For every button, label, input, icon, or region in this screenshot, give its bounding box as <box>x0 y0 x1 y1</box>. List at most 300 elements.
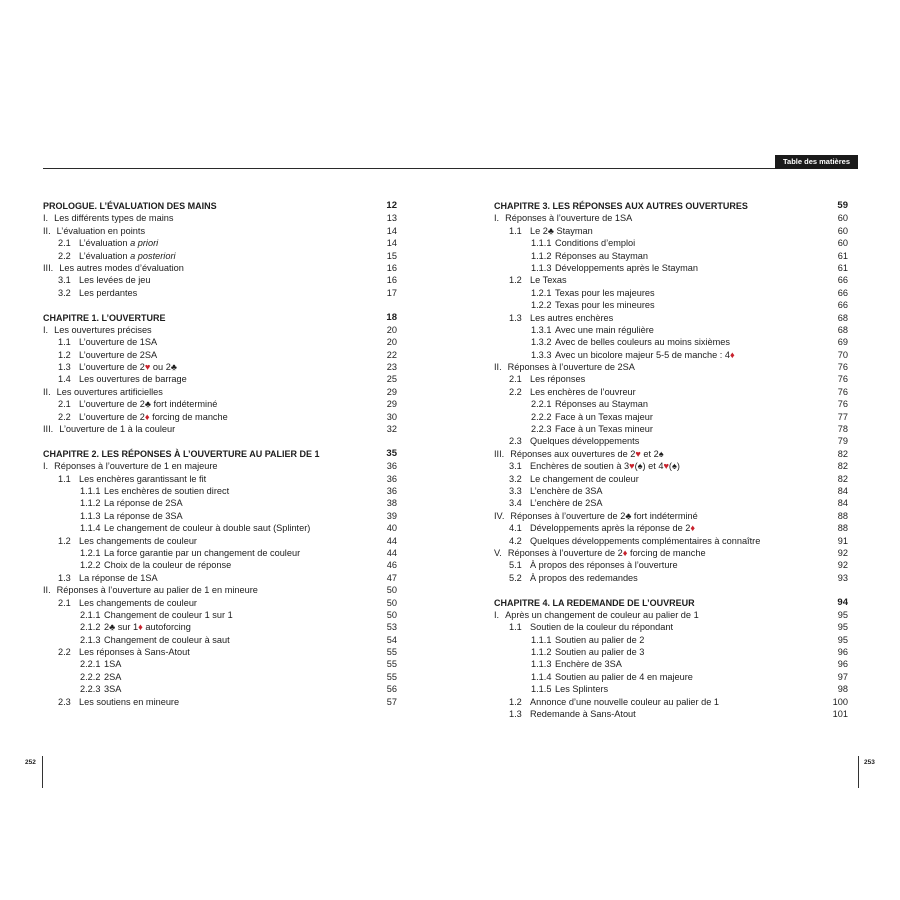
toc-entry-title <box>58 597 197 609</box>
section-title: Réponses au Stayman <box>555 250 648 261</box>
toc-page-number: 40 <box>386 523 397 534</box>
toc-page-number: 66 <box>837 275 848 286</box>
section-number: 2.1 <box>58 238 71 249</box>
section-title: Réponses aux ouvertures de 2 <box>510 448 636 459</box>
toc-page-number: 76 <box>837 399 848 410</box>
toc-page-number: 25 <box>386 374 397 385</box>
section-number: 1.1 <box>58 473 71 484</box>
toc-page-number: 82 <box>837 473 848 484</box>
toc-page-number: 20 <box>386 337 397 348</box>
toc-page-number: 57 <box>386 696 397 707</box>
toc-entry-title <box>509 386 636 398</box>
card-suit-icon: ♦ <box>622 547 628 558</box>
toc-entry[interactable] <box>494 225 848 237</box>
section-number: 2.2.3 <box>80 684 101 695</box>
toc-entry[interactable] <box>43 572 397 584</box>
toc-page-number: 78 <box>837 424 848 435</box>
toc-entry[interactable] <box>494 435 848 447</box>
toc-entry-title <box>494 448 664 460</box>
section-number: 1.1 <box>509 225 522 236</box>
toc-page-number: 100 <box>832 696 848 707</box>
toc-page-number: 13 <box>386 213 397 224</box>
toc-entry-title <box>509 696 719 708</box>
toc-spacer <box>494 584 848 596</box>
toc-page-number: 95 <box>837 622 848 633</box>
toc-entry-title <box>80 497 183 509</box>
toc-entry-title <box>509 473 639 485</box>
toc-entry-title <box>509 535 760 547</box>
toc-entry[interactable] <box>494 287 848 299</box>
toc-entry-title <box>509 485 603 497</box>
toc-entry[interactable] <box>494 547 848 559</box>
toc-entry[interactable] <box>494 522 848 534</box>
section-title: Face à un Texas mineur <box>555 424 653 435</box>
toc-page-number: 76 <box>837 386 848 397</box>
toc-spacer <box>43 435 397 447</box>
toc-entry-title <box>58 336 157 348</box>
toc-entry-title <box>531 683 608 695</box>
toc-entry-title <box>43 584 258 596</box>
section-title: Les ouvertures artificielles <box>56 386 163 397</box>
toc-entry[interactable] <box>494 361 848 373</box>
toc-entry[interactable] <box>43 262 397 274</box>
section-number: 1.2.1 <box>80 547 101 558</box>
section-title-italic: a priori <box>130 238 159 249</box>
toc-page-number: 68 <box>837 312 848 323</box>
toc-entry[interactable] <box>494 671 848 683</box>
toc-page-number: 50 <box>386 585 397 596</box>
toc-entry[interactable] <box>494 349 848 361</box>
toc-entry-title <box>531 336 730 348</box>
toc-entry-title <box>80 485 229 497</box>
toc-entry-title <box>43 262 184 274</box>
toc-entry-title <box>43 312 166 324</box>
chapter-title: CHAPITRE 1. L’OUVERTURE <box>43 312 166 323</box>
toc-entry-title <box>531 287 655 299</box>
section-number: 1.3.2 <box>531 337 552 348</box>
toc-entry[interactable] <box>43 683 397 695</box>
section-number: 2.2.2 <box>80 671 101 682</box>
toc-entry-title <box>509 708 636 720</box>
section-title: Changement de couleur 1 sur 1 <box>104 609 233 620</box>
toc-entry-title <box>494 597 695 609</box>
section-title: Le changement de couleur <box>530 473 639 484</box>
toc-page-number: 50 <box>386 597 397 608</box>
toc-entry[interactable] <box>494 448 848 460</box>
toc-entry[interactable] <box>43 212 397 224</box>
toc-entry-title <box>494 361 635 373</box>
toc-page-number: 76 <box>837 374 848 385</box>
toc-entry[interactable] <box>43 621 397 633</box>
toc-chapter-heading[interactable] <box>43 448 397 460</box>
section-number: 1.1.5 <box>531 684 552 695</box>
toc-entry-title <box>58 287 137 299</box>
section-number: 2.1 <box>509 374 522 385</box>
section-number: III. <box>43 262 54 273</box>
section-title: Enchères de soutien à 3 <box>530 461 630 472</box>
toc-entry-title <box>58 646 190 658</box>
toc-entry[interactable] <box>494 262 848 274</box>
section-title: La réponse de 3SA <box>104 510 183 521</box>
section-title: Avec un bicolore majeur 5-5 de manche : 4 <box>555 349 731 360</box>
toc-entry[interactable] <box>494 510 848 522</box>
section-title: Le changement de couleur à double saut (Splinter) <box>104 523 311 534</box>
section-title: Les changements de couleur <box>79 535 197 546</box>
section-number: 1.1 <box>58 337 71 348</box>
section-title: Redemande à Sans-Atout <box>530 709 636 720</box>
section-title: 1SA <box>104 659 122 670</box>
toc-entry-title <box>80 671 121 683</box>
toc-page-number: 66 <box>837 300 848 311</box>
section-number: 3.2 <box>58 287 71 298</box>
toc-entry[interactable] <box>43 510 397 522</box>
toc-entry[interactable] <box>494 634 848 646</box>
toc-entry[interactable] <box>494 609 848 621</box>
toc-entry[interactable] <box>494 299 848 311</box>
toc-page-number: 12 <box>386 200 397 211</box>
section-title: Les enchères garantissant le fit <box>79 473 207 484</box>
section-title: Les perdantes <box>79 287 138 298</box>
section-title: L’ouverture de 1 à la couleur <box>59 424 176 435</box>
section-number: 1.1.2 <box>531 647 552 658</box>
toc-entry-title <box>509 460 680 472</box>
section-number: 1.1.2 <box>531 250 552 261</box>
section-number: 3.1 <box>58 275 71 286</box>
section-number: 1.3 <box>58 572 71 583</box>
toc-entry-title <box>531 250 648 262</box>
toc-entry[interactable] <box>43 423 397 435</box>
toc-page-number: 55 <box>386 647 397 658</box>
toc-entry[interactable] <box>43 287 397 299</box>
section-number: 2.3 <box>509 436 522 447</box>
section-number: 3.4 <box>509 498 522 509</box>
card-suit-icon: ♣ <box>144 399 151 410</box>
section-title: Conditions d’emploi <box>555 238 636 249</box>
toc-entry[interactable] <box>494 423 848 435</box>
toc-page-number: 30 <box>386 411 397 422</box>
section-title: Les réponses à Sans-Atout <box>79 647 190 658</box>
toc-entry-title <box>58 361 177 373</box>
toc-page-number: 88 <box>837 523 848 534</box>
section-title: Développements après la réponse de 2 <box>530 523 691 534</box>
section-title: Texas pour les majeures <box>555 287 655 298</box>
toc-page-number: 76 <box>837 362 848 373</box>
toc-entry-title <box>509 522 695 534</box>
section-title: 3SA <box>104 684 122 695</box>
toc-entry[interactable] <box>43 225 397 237</box>
toc-entry[interactable] <box>494 658 848 670</box>
toc-entry[interactable] <box>494 312 848 324</box>
section-title: Après un changement de couleur au palier de 1 <box>505 609 699 620</box>
toc-page-number: 16 <box>386 262 397 273</box>
toc-entry[interactable] <box>494 460 848 472</box>
toc-entry[interactable] <box>43 646 397 658</box>
toc-entry[interactable] <box>43 274 397 286</box>
toc-entry-title <box>58 349 157 361</box>
toc-entry[interactable] <box>494 683 848 695</box>
toc-entry[interactable] <box>494 212 848 224</box>
toc-entry[interactable] <box>494 324 848 336</box>
section-number: V. <box>494 547 502 558</box>
section-number: 2.2 <box>509 386 522 397</box>
toc-entry-title <box>58 535 197 547</box>
section-title-cont: fort indéterminé <box>150 399 218 410</box>
section-title: Les enchères de soutien direct <box>104 485 230 496</box>
toc-page-number: 96 <box>837 659 848 670</box>
toc-entry[interactable] <box>43 696 397 708</box>
toc-entry[interactable] <box>43 584 397 596</box>
card-suit-icon: ♣ <box>547 225 554 236</box>
toc-entry[interactable] <box>43 386 397 398</box>
toc-entry[interactable] <box>43 671 397 683</box>
section-title: Le 2 <box>530 225 548 236</box>
toc-page-number: 96 <box>837 647 848 658</box>
toc-entry-title <box>58 473 206 485</box>
section-number: 1.1.1 <box>531 634 552 645</box>
section-title: La force garantie par un changement de couleur <box>104 547 301 558</box>
toc-entry[interactable] <box>494 250 848 262</box>
toc-page-number: 44 <box>386 547 397 558</box>
toc-entry-title <box>531 262 698 274</box>
toc-entry-title <box>531 398 648 410</box>
page-number-left: 252 <box>25 759 36 766</box>
toc-entry[interactable] <box>494 708 848 720</box>
toc-entry-title <box>80 621 191 633</box>
toc-entry[interactable] <box>43 485 397 497</box>
page-number-divider-right <box>858 756 859 788</box>
toc-page-number: 93 <box>837 572 848 583</box>
toc-page-number: 55 <box>386 671 397 682</box>
toc-entry[interactable] <box>43 324 397 336</box>
toc-page-number: 92 <box>837 547 848 558</box>
toc-entry[interactable] <box>43 361 397 373</box>
section-number: 2.1.1 <box>80 609 101 620</box>
toc-entry-title <box>58 237 158 249</box>
toc-entry[interactable] <box>494 572 848 584</box>
section-number: 3.2 <box>509 473 522 484</box>
section-title: La réponse de 2SA <box>104 498 183 509</box>
toc-entry-title <box>531 423 653 435</box>
section-number: 2.2.1 <box>80 659 101 670</box>
toc-entry[interactable] <box>494 621 848 633</box>
toc-entry-title <box>509 274 567 286</box>
section-title: Face à un Texas majeur <box>555 411 653 422</box>
card-suit-icon: ♥ <box>635 448 641 459</box>
toc-page-number: 44 <box>386 535 397 546</box>
toc-entry[interactable] <box>43 497 397 509</box>
toc-entry-title <box>509 621 673 633</box>
section-number: 1.1.2 <box>80 498 101 509</box>
toc-entry-title <box>509 225 593 237</box>
section-number: 3.3 <box>509 485 522 496</box>
section-number: II. <box>43 585 51 596</box>
toc-entry-title <box>58 696 179 708</box>
chapter-title: CHAPITRE 2. LES RÉPONSES À L’OUVERTURE AU PALIER DE 1 <box>43 448 320 459</box>
section-title-cont: et 2 <box>640 448 659 459</box>
toc-page-number: 82 <box>837 461 848 472</box>
section-number: 1.2.1 <box>531 287 552 298</box>
section-title: Les autres modes d’évaluation <box>59 262 184 273</box>
toc-page-number: 50 <box>386 609 397 620</box>
section-title: Les ouvertures de barrage <box>79 374 187 385</box>
toc-entry-title <box>509 312 613 324</box>
section-number: I. <box>43 213 49 224</box>
toc-entry[interactable] <box>43 634 397 646</box>
toc-page-number: 60 <box>837 213 848 224</box>
toc-entry[interactable] <box>43 535 397 547</box>
toc-entry[interactable] <box>43 609 397 621</box>
section-title: L’ouverture de 1SA <box>79 337 158 348</box>
section-title: Les levées de jeu <box>79 275 151 286</box>
toc-entry-title <box>531 646 644 658</box>
toc-entry[interactable] <box>43 250 397 262</box>
toc-entry[interactable] <box>494 696 848 708</box>
toc-entry[interactable] <box>494 411 848 423</box>
section-number: 1.1.3 <box>531 659 552 670</box>
section-number: 1.2.2 <box>531 300 552 311</box>
toc-entry-title <box>43 460 218 472</box>
toc-entry[interactable] <box>494 386 848 398</box>
toc-chapter-heading[interactable] <box>494 200 848 212</box>
toc-entry-title <box>43 324 152 336</box>
toc-page-number: 61 <box>837 262 848 273</box>
section-title: L’ouverture de 2SA <box>79 349 158 360</box>
section-title: Les soutiens en mineure <box>79 696 180 707</box>
toc-page-number: 36 <box>386 473 397 484</box>
toc-page-number: 38 <box>386 498 397 509</box>
toc-page-number: 36 <box>386 461 397 472</box>
section-title: Réponses à l’ouverture de 1 en majeure <box>54 461 218 472</box>
section-title-cont: forcing de manche <box>627 547 706 558</box>
toc-chapter-heading[interactable] <box>494 597 848 609</box>
toc-entry[interactable] <box>43 559 397 571</box>
toc-entry-title <box>43 225 145 237</box>
section-title: Réponses à l’ouverture au palier de 1 en mineure <box>56 585 258 596</box>
section-tag: Table des matières <box>775 155 858 169</box>
section-number: 5.1 <box>509 560 522 571</box>
section-title: Choix de la couleur de réponse <box>104 560 232 571</box>
toc-page-number: 68 <box>837 324 848 335</box>
section-title: 2 <box>104 622 110 633</box>
toc-entry[interactable] <box>494 473 848 485</box>
toc-entry-title <box>531 299 655 311</box>
section-title: Réponses au Stayman <box>555 399 648 410</box>
toc-entry[interactable] <box>43 597 397 609</box>
toc-entry[interactable] <box>43 473 397 485</box>
toc-entry[interactable] <box>43 522 397 534</box>
toc-entry-title <box>531 324 654 336</box>
section-title: Enchère de 3SA <box>555 659 622 670</box>
toc-entry-title <box>43 386 163 398</box>
section-title: La réponse de 1SA <box>79 572 158 583</box>
toc-entry[interactable] <box>43 336 397 348</box>
toc-entry[interactable] <box>43 373 397 385</box>
section-title-italic: a posteriori <box>130 250 176 261</box>
toc-entry[interactable] <box>43 349 397 361</box>
section-number: 2.1 <box>58 399 71 410</box>
toc-page-number: 53 <box>386 622 397 633</box>
toc-entry-title <box>80 547 300 559</box>
section-title: Les changements de couleur <box>79 597 197 608</box>
toc-entry-title <box>531 634 644 646</box>
toc-entry-title <box>58 411 228 423</box>
header-rule <box>43 168 858 169</box>
toc-spacer <box>43 299 397 311</box>
toc-entry[interactable] <box>494 497 848 509</box>
toc-entry[interactable] <box>43 460 397 472</box>
toc-entry[interactable] <box>494 274 848 286</box>
toc-chapter-heading[interactable] <box>43 200 397 212</box>
section-title: L’évaluation <box>79 250 131 261</box>
toc-page-number: 79 <box>837 436 848 447</box>
toc-entry[interactable] <box>494 398 848 410</box>
toc-entry-title <box>80 510 183 522</box>
section-title-cont: ou 2 <box>150 362 171 373</box>
section-title-cont: autoforcing <box>142 622 191 633</box>
toc-page-number: 22 <box>386 349 397 360</box>
section-number: 1.1.3 <box>531 262 552 273</box>
toc-page-number: 101 <box>832 709 848 720</box>
section-title: Soutien au palier de 2 <box>555 634 645 645</box>
section-number: 2.2 <box>58 250 71 261</box>
section-number: 1.2 <box>58 535 71 546</box>
toc-page-number: 91 <box>837 535 848 546</box>
section-number: 2.1.3 <box>80 634 101 645</box>
toc-page-number: 39 <box>386 510 397 521</box>
toc-chapter-heading[interactable] <box>43 312 397 324</box>
toc-page-number: 29 <box>386 386 397 397</box>
chapter-title: CHAPITRE 3. LES RÉPONSES AUX AUTRES OUVERTURES <box>494 201 748 211</box>
toc-entry[interactable] <box>43 411 397 423</box>
toc-page-number: 88 <box>837 510 848 521</box>
section-title-cont: Stayman <box>553 225 593 236</box>
toc-entry[interactable] <box>494 237 848 249</box>
toc-right-page <box>494 200 848 720</box>
section-number: III. <box>43 424 54 435</box>
section-title: Soutien au palier de 4 en majeure <box>555 671 693 682</box>
toc-page-number: 84 <box>837 498 848 509</box>
toc-entry[interactable] <box>494 336 848 348</box>
toc-page-number: 59 <box>837 200 848 211</box>
section-title: Les ouvertures précises <box>54 324 152 335</box>
section-title: L’ouverture de 2 <box>79 362 145 373</box>
toc-entry[interactable] <box>43 658 397 670</box>
toc-entry[interactable] <box>43 398 397 410</box>
toc-page-number: 92 <box>837 560 848 571</box>
toc-entry-title <box>43 200 217 212</box>
section-number: 1.3.3 <box>531 349 552 360</box>
section-number: 1.1.1 <box>531 238 552 249</box>
section-number: 5.2 <box>509 572 522 583</box>
toc-entry-title <box>58 398 217 410</box>
toc-page-number: 23 <box>386 362 397 373</box>
section-title: 2SA <box>104 671 122 682</box>
section-title: L’enchère de 2SA <box>530 498 603 509</box>
section-title: Soutien de la couleur du répondant <box>530 622 674 633</box>
toc-entry[interactable] <box>494 373 848 385</box>
toc-entry-title <box>509 572 638 584</box>
section-title: L’évaluation en points <box>56 225 146 236</box>
toc-entry[interactable] <box>494 535 848 547</box>
toc-entry[interactable] <box>494 559 848 571</box>
section-number: 1.1.1 <box>80 485 101 496</box>
toc-entry[interactable] <box>494 485 848 497</box>
toc-entry[interactable] <box>43 547 397 559</box>
section-number: 4.1 <box>509 523 522 534</box>
toc-entry[interactable] <box>43 237 397 249</box>
toc-entry[interactable] <box>494 646 848 658</box>
toc-page-number: 46 <box>386 560 397 571</box>
